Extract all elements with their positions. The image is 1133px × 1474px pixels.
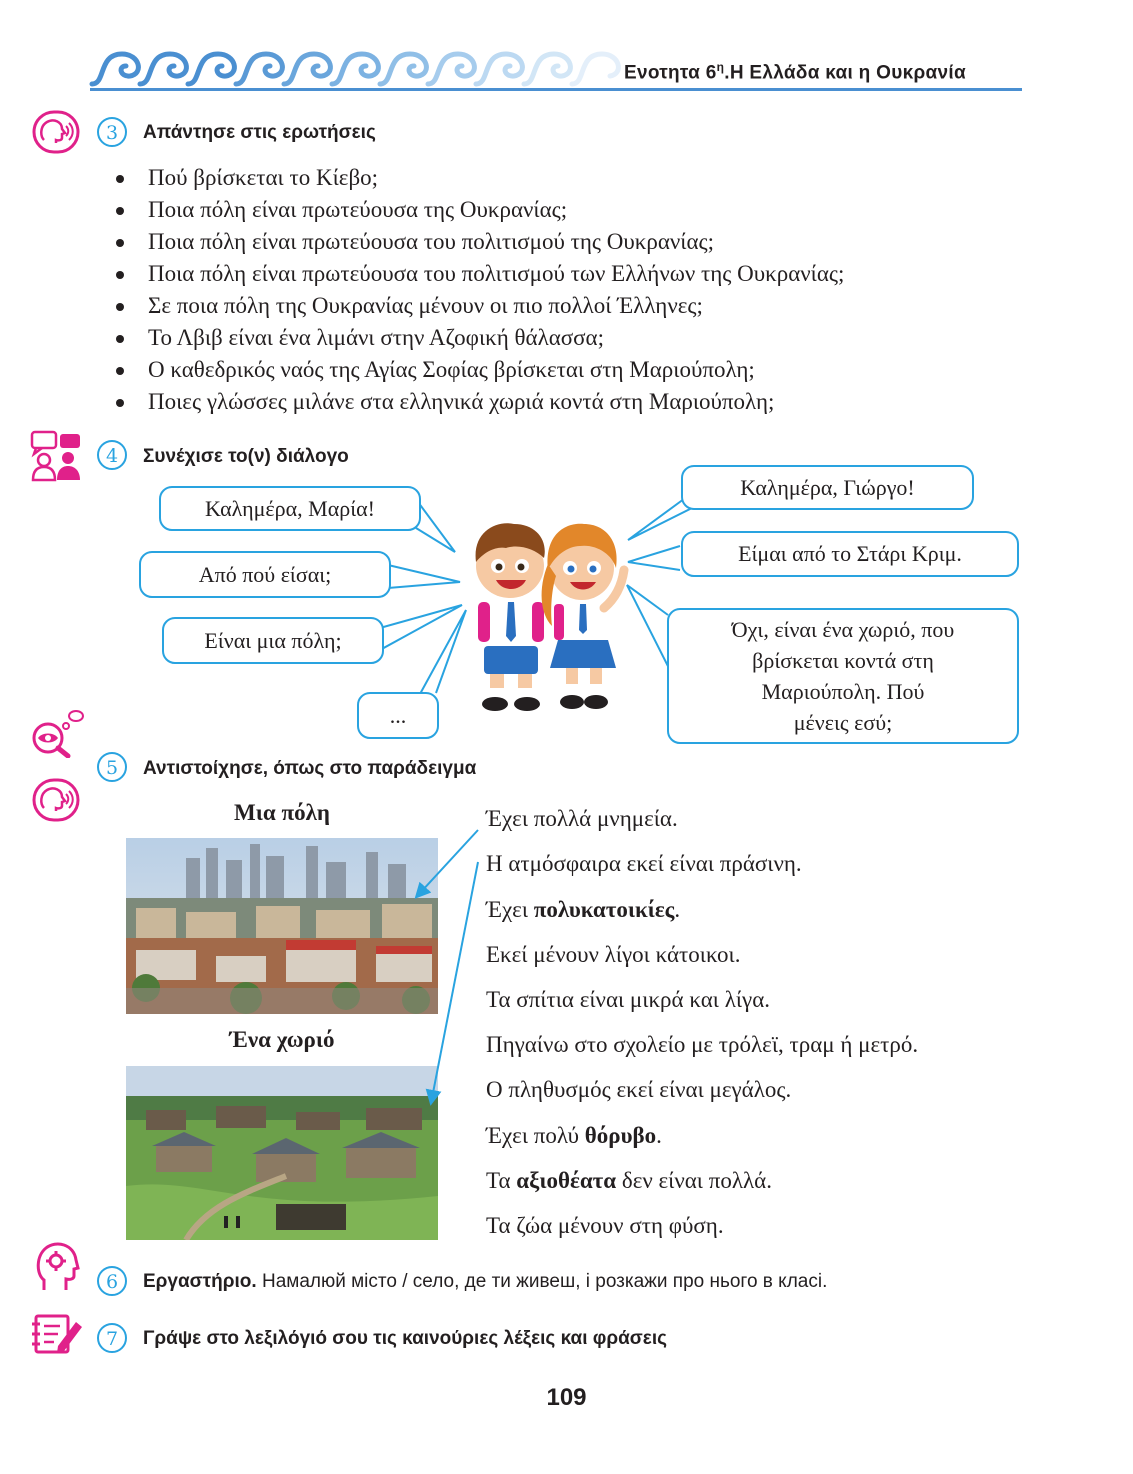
sentence-text: Τα ζώα μένουν στη φύση. <box>486 1213 724 1238</box>
speech-bubble-left-4: ... <box>357 692 439 739</box>
bubble-line: βρίσκεται κοντά στη <box>752 648 934 673</box>
exercise-6-title-rest: Намалюй місто / село, де ти живеш, і розкажи про нього в класі. <box>256 1271 828 1292</box>
speech-bubble-left-3: Είναι μια πόλη; <box>162 617 384 664</box>
match-sentence <box>486 942 741 968</box>
page-number: 109 <box>546 1384 587 1411</box>
list-item: Ποια πόλη είναι πρωτεύουσα της Ουκρανίας; <box>110 194 844 226</box>
sentence-text: Εκεί μένουν λίγοι κάτοικοι. <box>486 942 741 967</box>
match-sentence <box>486 1032 918 1058</box>
sentence-text: Ο πληθυσμός εκεί είναι μεγάλος. <box>486 1077 792 1102</box>
list-item: Πού βρίσκεται το Κίεβο; <box>110 162 844 194</box>
speech-bubble-right-1: Καλημέρα, Γιώργο! <box>681 465 974 510</box>
sentence-text: Έχει <box>486 897 534 922</box>
sentence-bold: θόρυβο <box>584 1123 657 1148</box>
header-title-rest: .Η Ελλάδα και η Ουκρανία <box>724 62 966 84</box>
match-sentence <box>486 806 678 832</box>
list-item: Ποιες γλώσσες μιλάνε στα ελληνικά χωριά κοντά στη Μαριούπολη; <box>110 386 844 418</box>
exercise-5-title: Αντιστοίχησε, όπως στο παράδειγμα <box>143 758 477 779</box>
list-item: Ποια πόλη είναι πρωτεύουσα του πολιτισμού της Ουκρανίας; <box>110 226 844 258</box>
list-item: Το Λβιβ είναι ένα λιμάνι στην Αζοφική θάλασσα; <box>110 322 844 354</box>
sentence-text-after: δεν είναι πολλά. <box>616 1168 772 1193</box>
exercise-number-4: 4 <box>97 440 127 470</box>
list-item: Ποια πόλη είναι πρωτεύουσα του πολιτισμού των Ελλήνων της Ουκρανίας; <box>110 258 844 290</box>
list-item: Σε ποια πόλη της Ουκρανίας μένουν οι πιο πολλοί Έλληνες; <box>110 290 844 322</box>
list-item: Ο καθεδρικός ναός της Αγίας Σοφίας βρίσκεται στη Μαριούπολη; <box>110 354 844 386</box>
exercise-6-title <box>143 1271 827 1293</box>
exercise-7-title: Γράψε στο λεξιλόγιό σου τις καινούριες λέξεις και φράσεις <box>143 1328 667 1349</box>
sentence-text: Έχει πολύ <box>486 1123 585 1148</box>
notebook-pencil-icon <box>32 1312 84 1356</box>
sentence-text-after: . <box>656 1123 662 1148</box>
speech-bubble-right-2: Είμαι από το Στάρι Κριμ. <box>681 531 1019 577</box>
bubble-line: Όχι, είναι ένα χωριό, που <box>731 617 955 642</box>
sentence-text: Τα σπίτια είναι μικρά και λίγα. <box>486 987 770 1012</box>
match-sentence <box>486 897 680 923</box>
header-title-sup: η <box>716 60 725 74</box>
village-label: Ένα χωριό <box>229 1027 335 1052</box>
match-sentence <box>486 1123 662 1149</box>
sentence-text: Έχει πολλά μνημεία. <box>486 806 678 831</box>
head-gear-icon <box>34 1240 80 1294</box>
exercise-number-7: 7 <box>97 1323 127 1353</box>
sentence-text: Πηγαίνω στο σχολείο με τρόλεϊ, τραμ ή μετρό. <box>486 1032 919 1057</box>
sentence-text: Τα <box>486 1168 517 1193</box>
exercise-number-5: 5 <box>97 752 127 782</box>
bubble-line: μένεις εσύ; <box>793 710 893 735</box>
exercise-6-title-bold: Εργαστήριο. <box>143 1271 257 1292</box>
city-label: Μια πόλη <box>234 800 330 825</box>
sentence-text-after: . <box>674 897 681 922</box>
speech-bubble-left-1: Καλημέρα, Μαρία! <box>159 486 421 531</box>
sentence-bold: αξιοθέατα <box>516 1168 617 1193</box>
exercise-number-3: 3 <box>97 117 127 147</box>
bubble-line: Μαριούπολη. Πού <box>761 679 925 704</box>
sentence-bold: πολυκατοικίες <box>533 897 675 922</box>
header-title-main: Ενοτητα 6 <box>624 62 717 84</box>
speech-bubble-left-2: Από πού είσαι; <box>139 551 391 598</box>
match-sentence <box>486 1213 724 1239</box>
exercise-4-title: Συνέχισε το(ν) διάλογο <box>143 446 349 467</box>
match-sentence <box>486 1077 791 1103</box>
match-sentence <box>486 1168 772 1194</box>
sentence-text: Η ατμόσφαιρα εκεί είναι πράσινη. <box>486 851 802 876</box>
match-sentence <box>486 987 770 1013</box>
exercise-3-title: Απάντησε στις ερωτήσεις <box>143 122 376 143</box>
match-sentence <box>486 851 802 877</box>
exercise-number-6: 6 <box>97 1266 127 1296</box>
